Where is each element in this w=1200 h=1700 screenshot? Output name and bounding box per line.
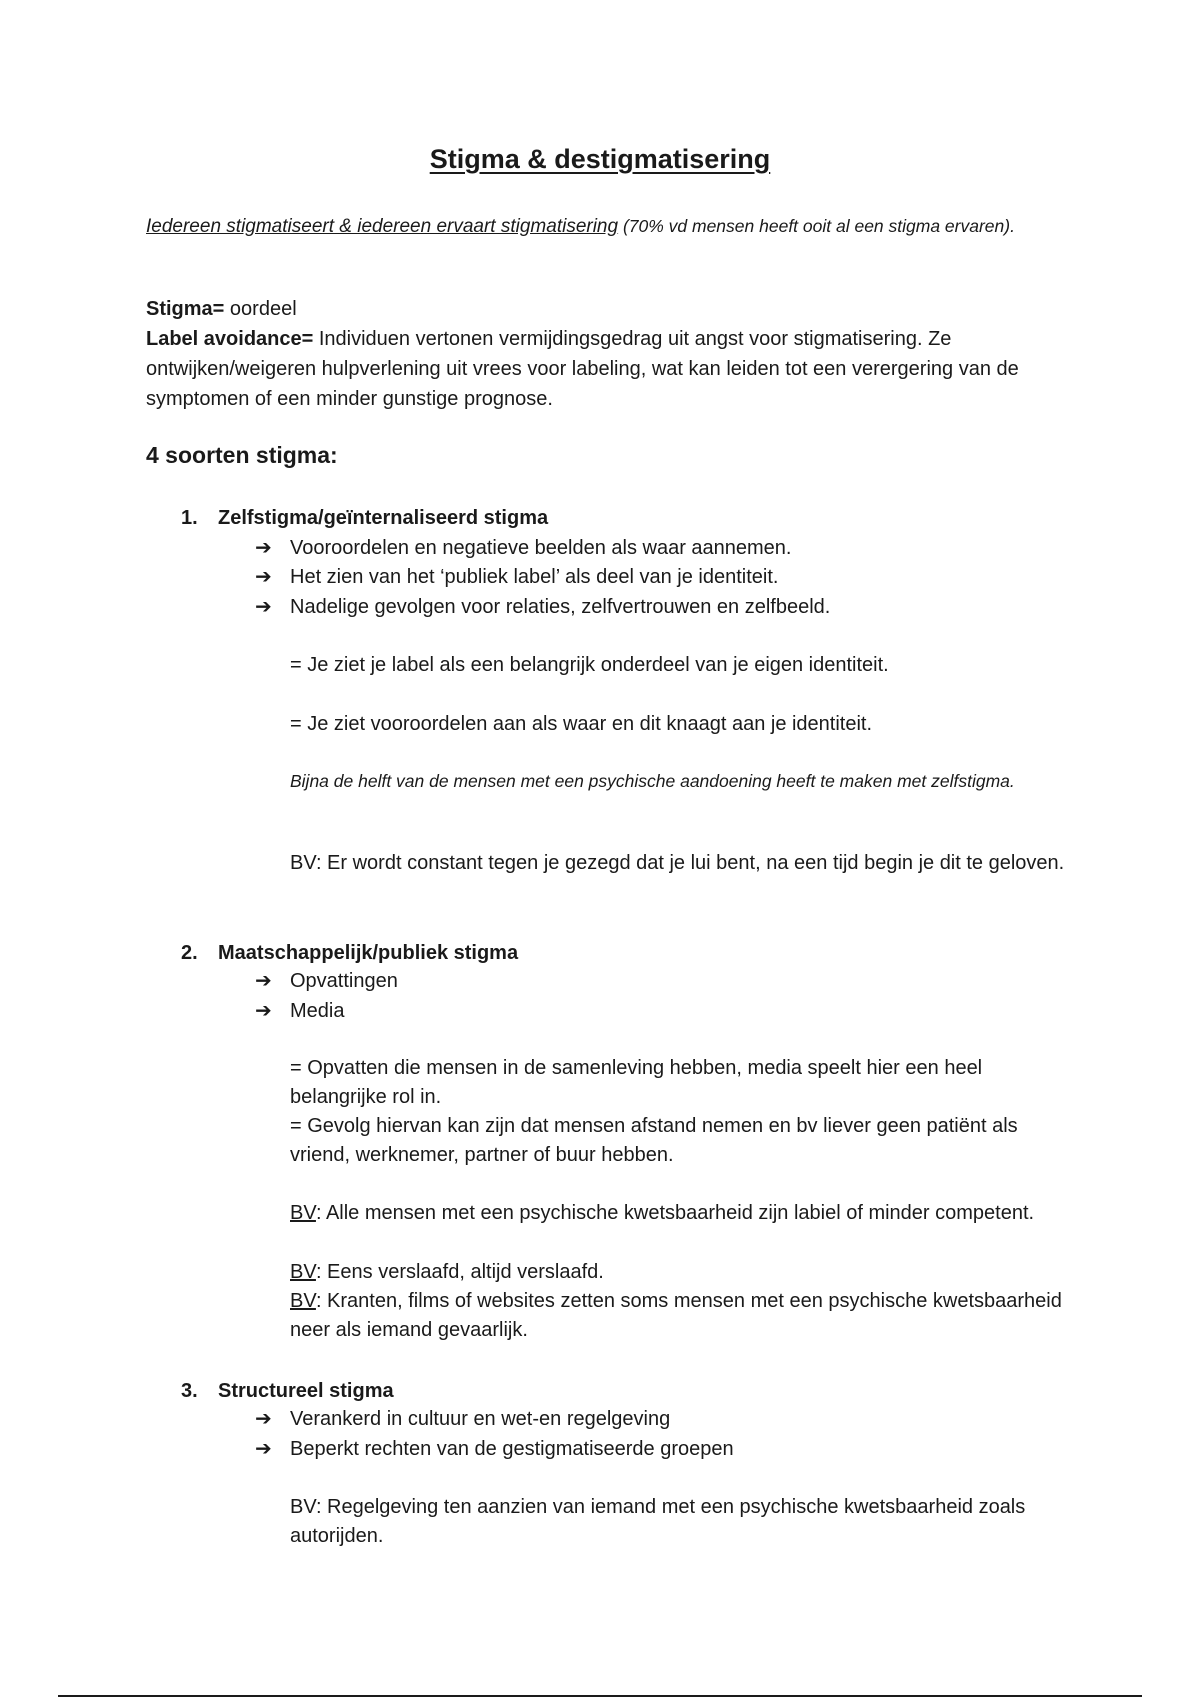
list-item-heading: [181, 938, 518, 968]
list-item-title: Maatschappelijk/publiek stigma: [218, 942, 519, 964]
list-item-number: 2.: [181, 942, 198, 964]
arrow-right-icon: ➔: [255, 1438, 272, 1460]
example-paragraph: BV: Regelgeving ten aanzien van iemand met een psychische kwetsbaarheid zoals autorijden.: [290, 1496, 1026, 1547]
italic-note: Bijna de helft van de mensen met een psychische aandoening heeft te maken met zelfstigma.: [290, 771, 1015, 791]
bullet-item: [255, 996, 344, 1026]
definition-label-term: Label avoidance=: [146, 328, 314, 350]
intro-rest: (70% vd mensen heeft ooit al een stigma ervaren).: [618, 216, 1015, 236]
bullet-text: Opvattingen: [290, 970, 398, 992]
bullet-item: [255, 966, 398, 996]
bullet-text: Vooroordelen en negatieve beelden als waar aannemen.: [290, 537, 792, 559]
explanation-paragraph: = Opvatten die mensen in de samenleving hebben, media speelt hier een heel belangrijke rol in.: [290, 1057, 983, 1108]
example-text: : Eens verslaafd, altijd verslaafd.: [315, 1261, 604, 1283]
example-paragraph: [290, 1287, 1070, 1345]
definition-label-avoidance: [146, 324, 1066, 414]
arrow-right-icon: ➔: [255, 596, 272, 618]
list-item-number: 3.: [181, 1380, 198, 1402]
footer-divider: [58, 1695, 1142, 1697]
arrow-right-icon: ➔: [255, 537, 272, 559]
bullet-item: [255, 533, 791, 563]
bullet-text: Media: [290, 1000, 345, 1022]
section-heading: 4 soorten stigma:: [146, 442, 338, 468]
definition-stigma: [146, 294, 1066, 324]
definition-stigma-term: Stigma=: [146, 298, 225, 320]
definition-label-text: Individuen vertonen vermijdingsgedrag uit angst voor stigmatisering. Ze ontwijken/weigeren hulpverlening uit vrees voor labeling, wat kan leiden tot een verergering van de symptomen of een minder gunstige prognose.: [146, 328, 1019, 410]
bullet-item: [255, 1434, 734, 1464]
intro-underlined: Iedereen stigmatiseert & iedereen ervaart stigmatisering: [146, 216, 619, 237]
explanation-paragraph: = Je ziet je label als een belangrijk onderdeel van je eigen identiteit.: [290, 654, 889, 676]
list-item-heading: [181, 503, 548, 533]
arrow-right-icon: ➔: [255, 970, 272, 992]
example-paragraph: BV: Er wordt constant tegen je gezegd dat je lui bent, na een tijd begin je dit te geloven.: [290, 852, 1065, 874]
bullet-item: [255, 1404, 670, 1434]
explanation-paragraph: = Gevolg hiervan kan zijn dat mensen afstand nemen en bv liever geen patiënt als vriend, werknemer, partner of buur hebben.: [290, 1115, 1018, 1166]
bv-label: BV: [290, 1290, 316, 1312]
example-paragraph: [290, 1258, 1070, 1287]
list-item-heading: [181, 1376, 394, 1406]
list-item-number: 1.: [181, 507, 198, 529]
bullet-text: Nadelige gevolgen voor relaties, zelfvertrouwen en zelfbeeld.: [290, 596, 831, 618]
definitions: [146, 294, 1066, 414]
bullet-text: Het zien van het ‘publiek label’ als deel van je identiteit.: [290, 566, 779, 588]
page-title: Stigma & destigmatisering: [429, 144, 771, 174]
bullet-item: [255, 592, 830, 622]
list-item-title: Zelfstigma/geïnternaliseerd stigma: [218, 507, 549, 529]
arrow-right-icon: ➔: [255, 566, 272, 588]
list-item-title: Structureel stigma: [218, 1380, 394, 1402]
definition-stigma-text: oordeel: [224, 298, 297, 320]
bullet-text: Beperkt rechten van de gestigmatiseerde groepen: [290, 1438, 734, 1460]
explanation-paragraph: = Je ziet vooroordelen aan als waar en dit knaagt aan je identiteit.: [290, 713, 873, 735]
bv-label: BV: [290, 1202, 316, 1224]
bullet-item: [255, 562, 778, 592]
bullet-text: Verankerd in cultuur en wet-en regelgeving: [290, 1408, 671, 1430]
example-text: : Alle mensen met een psychische kwetsbaarheid zijn labiel of minder competent.: [315, 1202, 1035, 1224]
example-paragraph: [290, 1199, 1070, 1228]
arrow-right-icon: ➔: [255, 1408, 272, 1430]
example-text: : Kranten, films of websites zetten soms mensen met een psychische kwetsbaarheid neer als iemand gevaarlijk.: [290, 1290, 1062, 1341]
arrow-right-icon: ➔: [255, 1000, 272, 1022]
intro-statement: [146, 212, 1046, 241]
bv-label: BV: [290, 1261, 316, 1283]
